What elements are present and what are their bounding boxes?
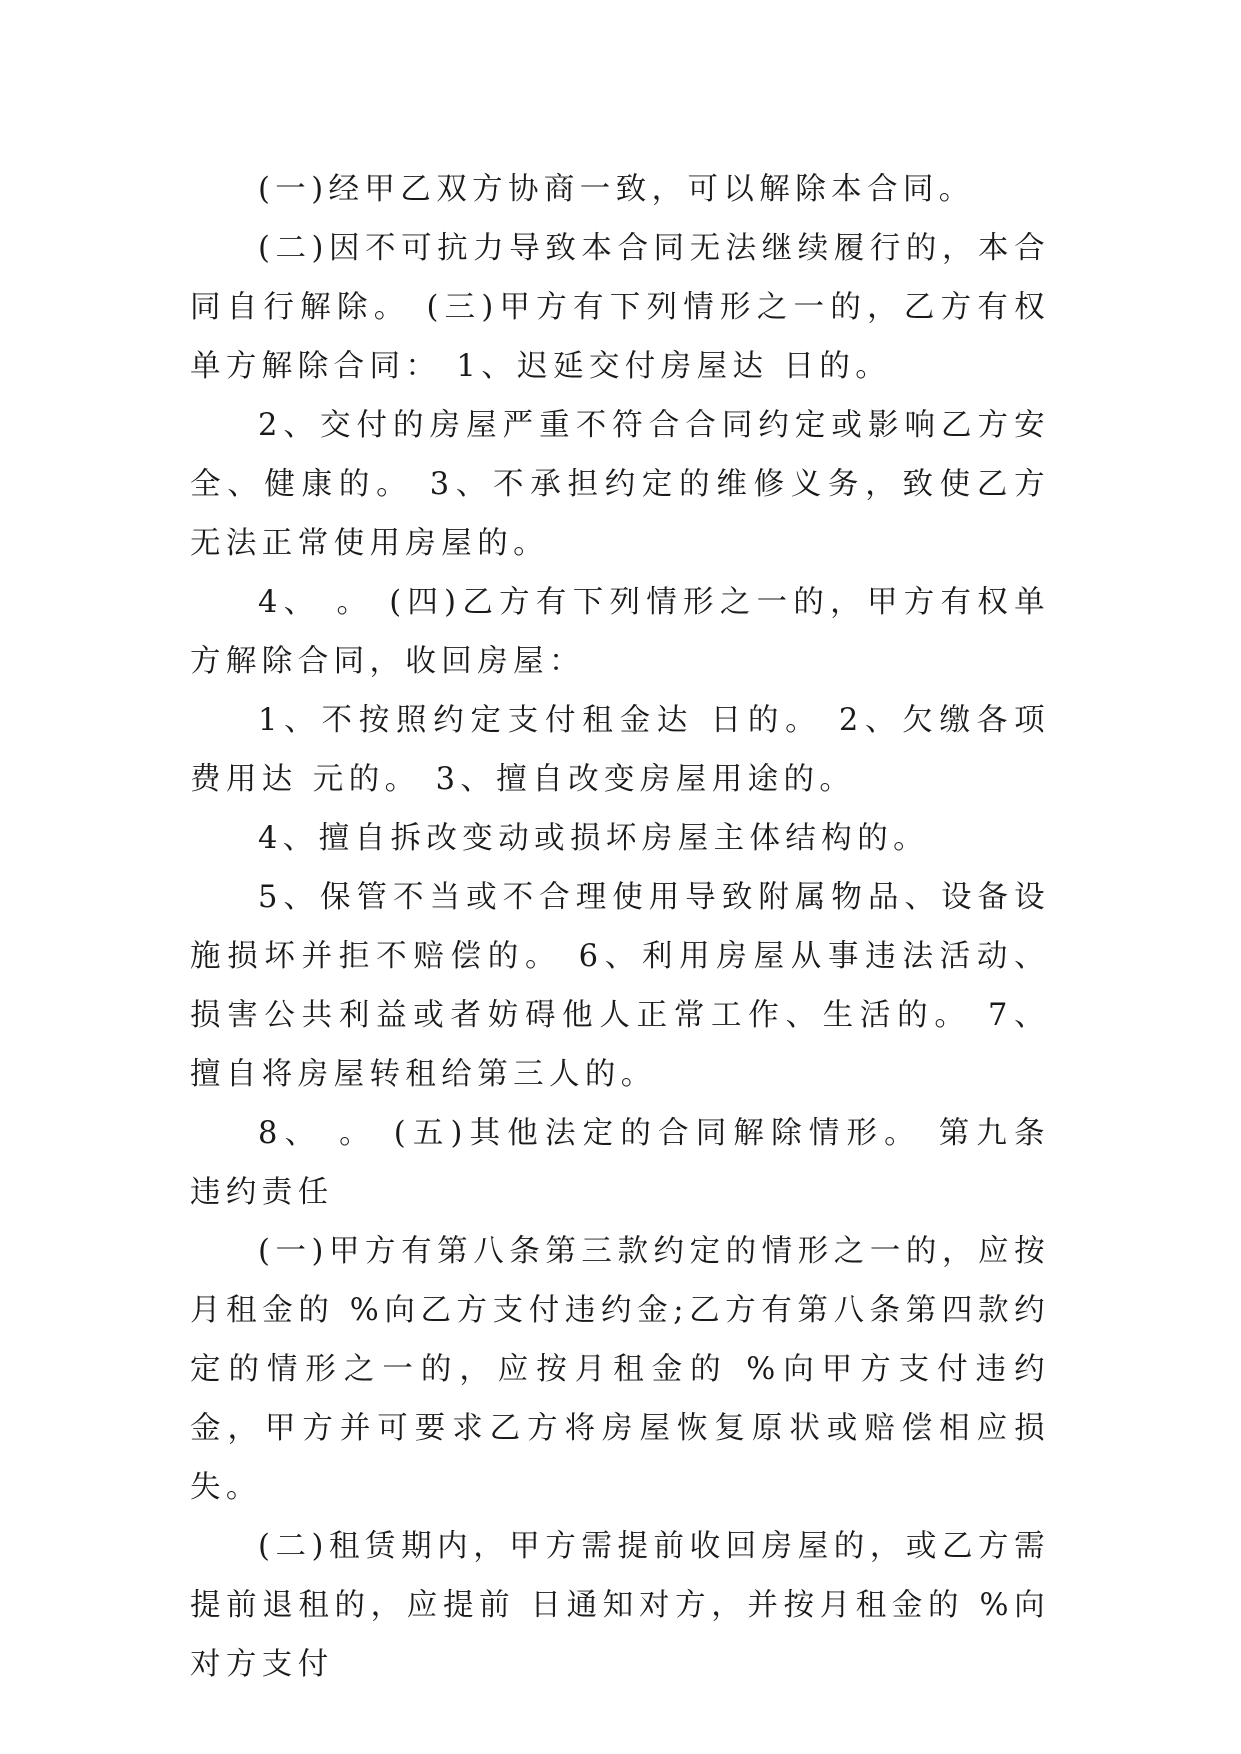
- paragraph: 4、 。 (四)乙方有下列情形之一的，甲方有权单方解除合同，收回房屋：: [190, 585, 1050, 679]
- paragraph: 2、交付的房屋严重不符合合同约定或影响乙方安全、健康的。 3、不承担约定的维修义务，致使乙方无法正常使用房屋的。: [190, 408, 1050, 561]
- paragraph: (一)甲方有第八条第三款约定的情形之一的，应按月租金的 %向乙方支付违约金;乙方有第八条第四款约定的情形之一的，应按月租金的 %向甲方支付违约金，甲方并可要求乙方将房屋恢复原状或赔偿相应损失。: [190, 1234, 1050, 1505]
- paragraph: 8、 。 (五)其他法定的合同解除情形。 第九条 违约责任: [190, 1116, 1050, 1210]
- paragraph: (二)租赁期内，甲方需提前收回房屋的，或乙方需提前退租的，应提前 日通知对方，并按月租金的 %向对方支付: [190, 1529, 1050, 1682]
- paragraph: 4、擅自拆改变动或损坏房屋主体结构的。: [258, 821, 930, 856]
- paragraph: 1、不按照约定支付租金达 日的。 2、欠缴各项费用达 元的。 3、擅自改变房屋用途的。: [190, 703, 1050, 797]
- paragraph: (二)因不可抗力导致本合同无法继续履行的，本合同自行解除。 (三)甲方有下列情形之一的，乙方有权单方解除合同： 1、迟延交付房屋达 日的。: [190, 231, 1050, 384]
- document-body: [190, 160, 1050, 1694]
- paragraph: (一)经甲乙双方协商一致，可以解除本合同。: [258, 172, 975, 207]
- paragraph: 5、保管不当或不合理使用导致附属物品、设备设施损坏并拒不赔偿的。 6、利用房屋从事违法活动、损害公共利益或者妨碍他人正常工作、生活的。 7、擅自将房屋转租给第三人的。: [190, 880, 1050, 1092]
